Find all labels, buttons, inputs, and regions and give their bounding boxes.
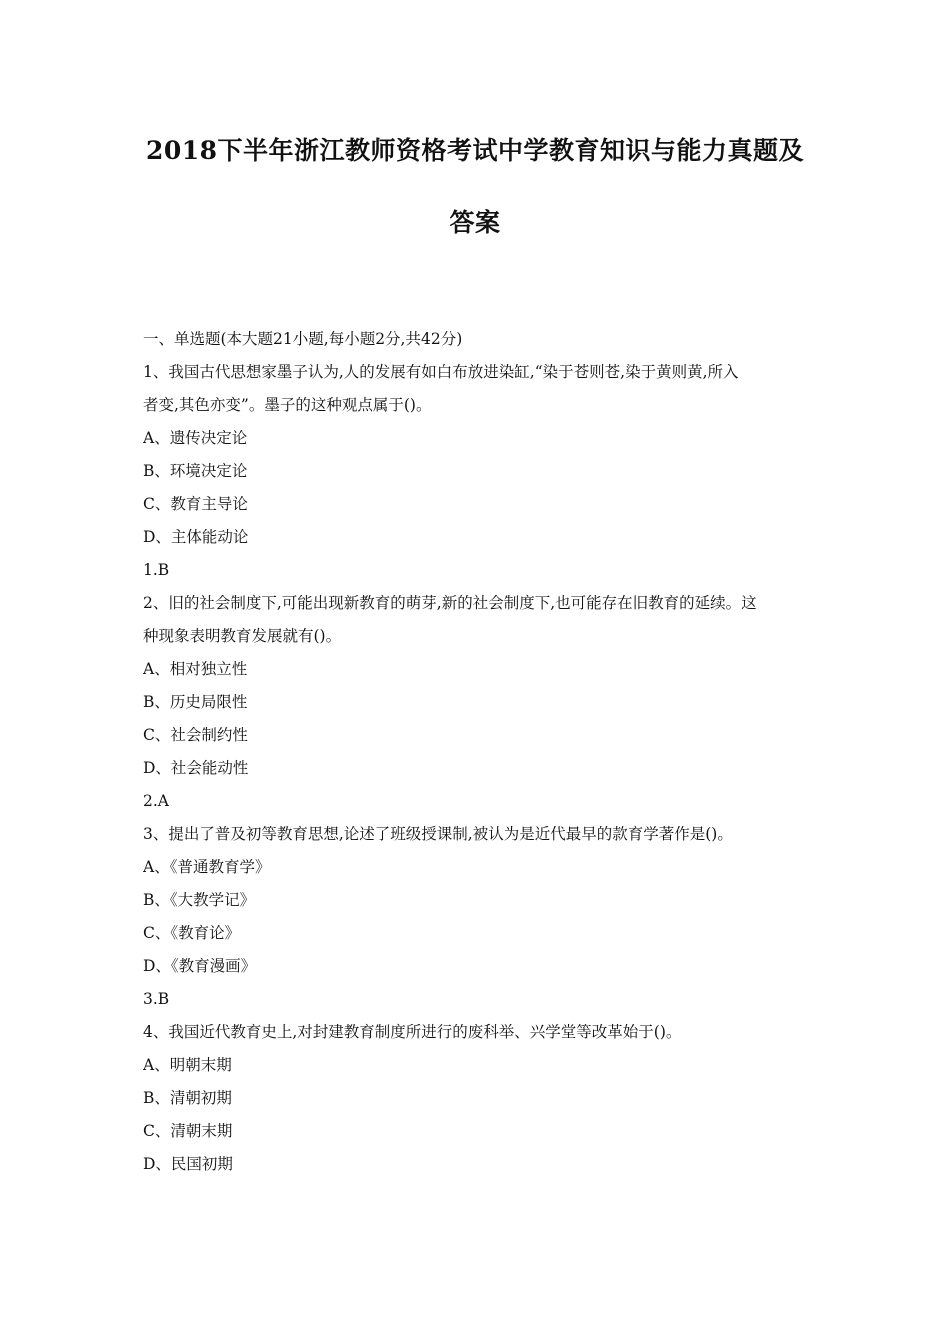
option-b: B、《大教学记》 [143,891,256,909]
option-c: C、《教育论》 [143,924,241,942]
option-c: C、社会制约性 [143,726,248,744]
option-a: A、遗传决定论 [143,429,248,447]
question-2 [143,587,815,818]
question-stem: 2、旧的社会制度下,可能出现新教育的萌芽,新的社会制度下,也可能存在旧教育的延续。这 [143,594,757,612]
option-c: C、教育主导论 [143,495,248,513]
question-3 [143,818,815,1016]
exam-content [143,323,815,1181]
option-a: A、《普通教育学》 [143,858,271,876]
option-d: D、主体能动论 [143,528,249,546]
section-heading: 一、单选题(本大题21小题,每小题2分,共42分) [143,330,463,348]
question-stem-continued: 者变,其色亦变”。墨子的这种观点属于()。 [143,396,432,414]
option-c: C、清朝末期 [143,1122,233,1140]
question-stem: 4、我国近代教育史上,对封建教育制度所进行的废科举、兴学堂等改革始于()。 [143,1023,682,1041]
answer: 2.A [143,792,169,810]
answer: 3.B [143,990,170,1008]
option-b: B、环境决定论 [143,462,248,480]
option-b: B、清朝初期 [143,1089,232,1107]
option-a: A、相对独立性 [143,660,248,678]
question-stem: 3、提出了普及初等教育思想,论述了班级授课制,被认为是近代最早的款育学著作是()。 [143,825,733,843]
document-title-line-2: 答案 [449,208,501,237]
question-4 [143,1016,815,1181]
question-1 [143,356,815,587]
option-d: D、民国初期 [143,1155,233,1173]
option-a: A、明朝末期 [143,1056,232,1074]
answer: 1.B [143,561,170,579]
question-stem-continued: 种现象表明教育发展就有()。 [143,627,342,645]
question-stem: 1、我国古代思想家墨子认为,人的发展有如白布放进染缸,“染于苍则苍,染于黄则黄,所入 [143,363,739,381]
option-d: D、《教育漫画》 [143,957,257,975]
document-title-line-1: 2018下半年浙江教师资格考试中学教育知识与能力真题及 [145,136,805,165]
option-b: B、历史局限性 [143,693,248,711]
option-d: D、社会能动性 [143,759,249,777]
